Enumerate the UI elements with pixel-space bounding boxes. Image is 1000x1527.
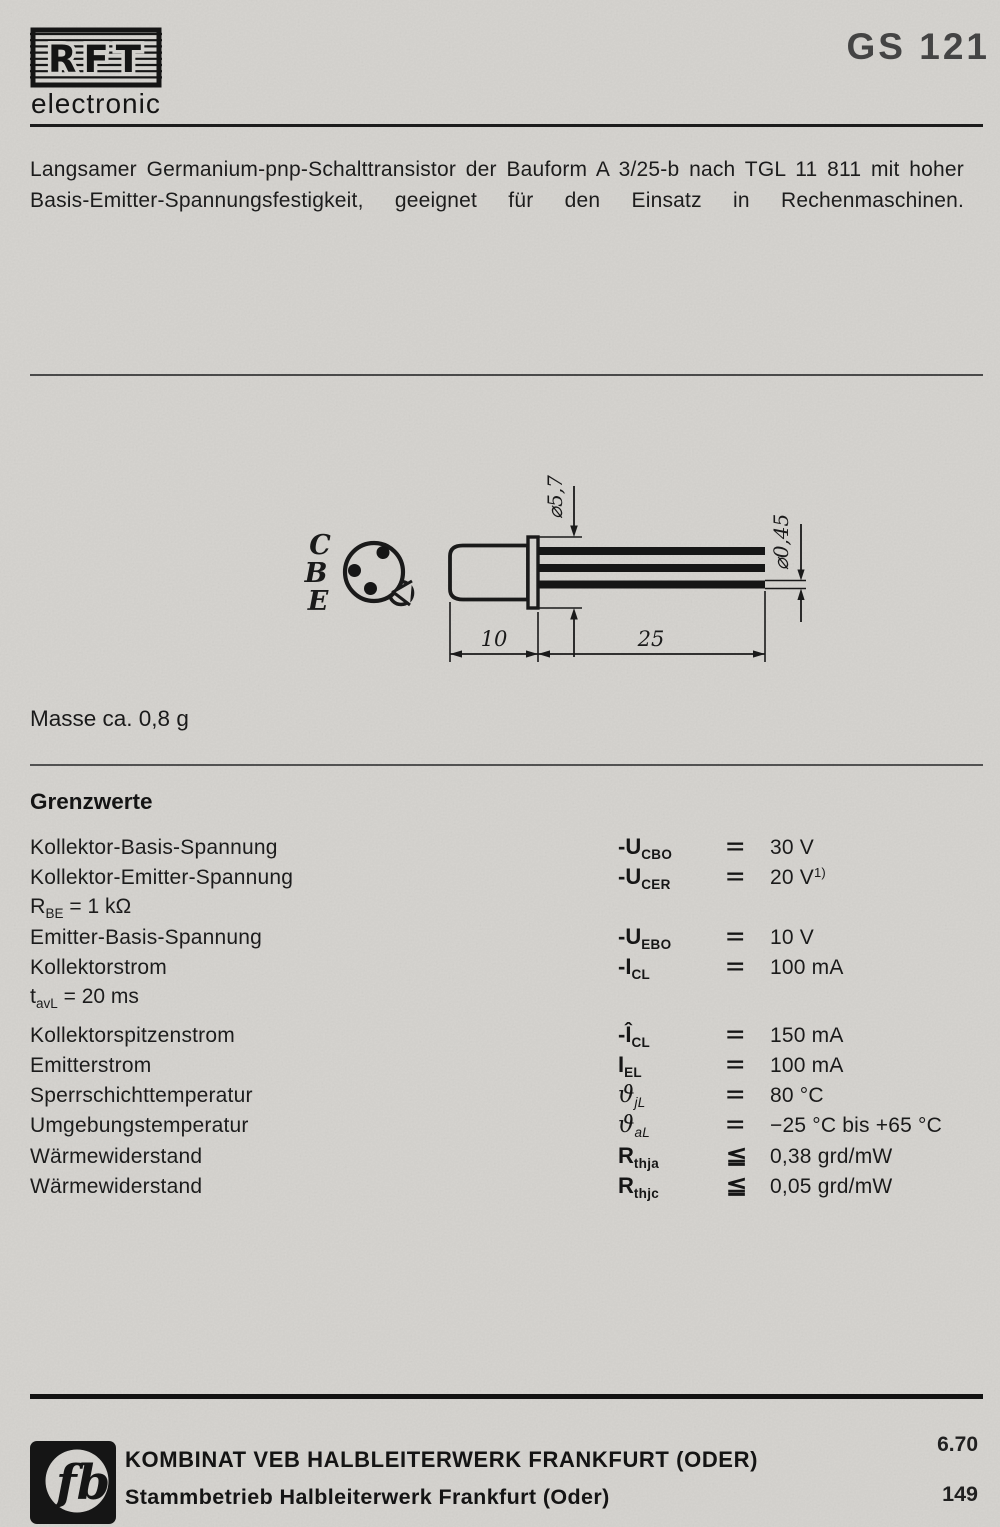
section-rule-2 bbox=[30, 764, 983, 766]
dim-lead-label: ⌀0,45 bbox=[769, 513, 793, 571]
description-paragraph: Langsamer Germanium-pnp-Schalttransistor der Bauform A 3/25-b nach TGL 11 811 mit hoher Basis-Emitter-Spannungsfestigkeit, geeignet für den Einsatz in Rechenmaschinen. bbox=[30, 158, 964, 212]
dim-body-length bbox=[450, 627, 538, 658]
company-subname: Stammbetrieb Halbleiterwerk Frankfurt (Oder) bbox=[125, 1485, 610, 1509]
limit-symbol: $-U_{EBO}$ bbox=[618, 924, 672, 952]
dim-lead-length-label: 25 bbox=[637, 627, 665, 651]
rft-logo bbox=[30, 27, 162, 89]
limit-symbol: $R_{thja}$ bbox=[618, 1143, 660, 1171]
doc-date: 6.70 bbox=[937, 1433, 978, 1456]
dim-lead-extension-lines bbox=[765, 581, 806, 589]
table-row bbox=[30, 924, 982, 954]
limit-label: Kollektorstrom bbox=[30, 956, 168, 979]
dim-flange-label: ⌀5,7 bbox=[543, 475, 567, 519]
limit-symbol: $-I_{CL}$ bbox=[618, 954, 651, 982]
limit-condition: $R_{BE} = 1$ kΩ bbox=[30, 894, 132, 921]
footnote-marker: 1) bbox=[814, 865, 826, 880]
limit-label: Sperrschichttemperatur bbox=[30, 1084, 253, 1107]
limit-relation: = bbox=[726, 836, 745, 859]
limit-symbol: $I_{EL}$ bbox=[618, 1052, 642, 1080]
table-row bbox=[30, 834, 982, 864]
limit-symbol: $R_{thjc}$ bbox=[618, 1173, 660, 1201]
limit-value: 100 mA bbox=[770, 956, 844, 979]
limit-value: 0,05 grd/mW bbox=[770, 1175, 893, 1198]
page-number: 149 bbox=[942, 1482, 978, 1506]
limit-symbol: $-Î_{CL}$ bbox=[618, 1022, 651, 1050]
limit-relation: = bbox=[726, 956, 745, 979]
table-row bbox=[30, 864, 982, 894]
limit-value: 0,38 grd/mW bbox=[770, 1145, 893, 1168]
limit-symbol: $-U_{CER}$ bbox=[618, 864, 671, 892]
limit-condition: $t_{avL} = 20$ ms bbox=[30, 984, 139, 1011]
transistor-leads bbox=[538, 547, 765, 589]
table-row bbox=[30, 1022, 982, 1052]
limit-value: 100 mA bbox=[770, 1054, 844, 1077]
limit-symbol: $-U_{CBO}$ bbox=[618, 834, 673, 862]
limit-value: 80 °C bbox=[770, 1084, 824, 1107]
dim-lead-length bbox=[538, 627, 765, 658]
limit-relation: ≦ bbox=[726, 1141, 748, 1169]
limit-label: Kollektor-Basis-Spannung bbox=[30, 836, 278, 859]
transistor-body bbox=[450, 546, 528, 600]
dim-lead-diameter bbox=[769, 514, 805, 622]
table-row bbox=[30, 1112, 982, 1142]
limit-value: −25 °C bis +65 °C bbox=[770, 1114, 942, 1137]
pin-label-b: B bbox=[304, 558, 328, 589]
limit-relation: = bbox=[726, 1024, 745, 1047]
table-row bbox=[30, 954, 982, 984]
part-number: GS 121 bbox=[846, 26, 990, 67]
company-name: KOMBINAT VEB HALBLEITERWERK FRANKFURT (ODER) bbox=[125, 1447, 758, 1472]
limit-label: Emitter-Basis-Spannung bbox=[30, 926, 263, 949]
limit-relation: = bbox=[726, 1114, 745, 1137]
table-row bbox=[30, 1052, 982, 1082]
limit-value: 150 mA bbox=[770, 1024, 844, 1047]
limit-symbol: $ϑ_{jL}$ bbox=[618, 1082, 646, 1110]
brand-subtitle: electronic bbox=[31, 88, 161, 119]
pin-label-c: C bbox=[309, 530, 331, 561]
limit-label: Wärmewiderstand bbox=[30, 1145, 203, 1168]
limit-label: Kollektor-Emitter-Spannung bbox=[30, 866, 294, 889]
rft-logo-text: RFT bbox=[47, 38, 149, 81]
limit-value: 10 V bbox=[770, 926, 814, 949]
limit-label: Wärmewiderstand bbox=[30, 1175, 203, 1198]
pin-label-e: E bbox=[307, 586, 329, 617]
limit-relation: = bbox=[726, 1054, 745, 1077]
table-row bbox=[30, 1082, 982, 1112]
limit-value: 20 $V^{1)}$ bbox=[770, 865, 826, 889]
limit-label: Emitterstrom bbox=[30, 1054, 152, 1077]
table-row bbox=[30, 1142, 982, 1172]
limit-label: Kollektorspitzenstrom bbox=[30, 1024, 235, 1047]
limit-relation: = bbox=[726, 866, 745, 889]
transistor-flange bbox=[528, 537, 538, 608]
limit-relation: = bbox=[726, 1084, 745, 1107]
section-rule bbox=[30, 374, 983, 376]
top-rule bbox=[30, 124, 983, 127]
dim-body-length-label: 10 bbox=[480, 627, 508, 651]
factory-logo-glyph: fb bbox=[56, 1455, 111, 1511]
table-row bbox=[30, 1172, 982, 1202]
limit-relation: ≦ bbox=[726, 1171, 748, 1199]
limit-value: 30 V bbox=[770, 836, 814, 859]
limits-table bbox=[30, 834, 982, 1202]
footer-rule bbox=[30, 1394, 983, 1399]
factory-logo bbox=[30, 1441, 116, 1524]
limit-symbol: $ϑ_{aL}$ bbox=[618, 1112, 651, 1140]
package-drawing bbox=[290, 450, 830, 680]
limit-label: Umgebungstemperatur bbox=[30, 1114, 249, 1137]
limit-relation: = bbox=[726, 926, 745, 949]
mass-note: Masse ca. 0,8 g bbox=[30, 706, 189, 731]
limits-title: Grenzwerte bbox=[30, 789, 153, 814]
